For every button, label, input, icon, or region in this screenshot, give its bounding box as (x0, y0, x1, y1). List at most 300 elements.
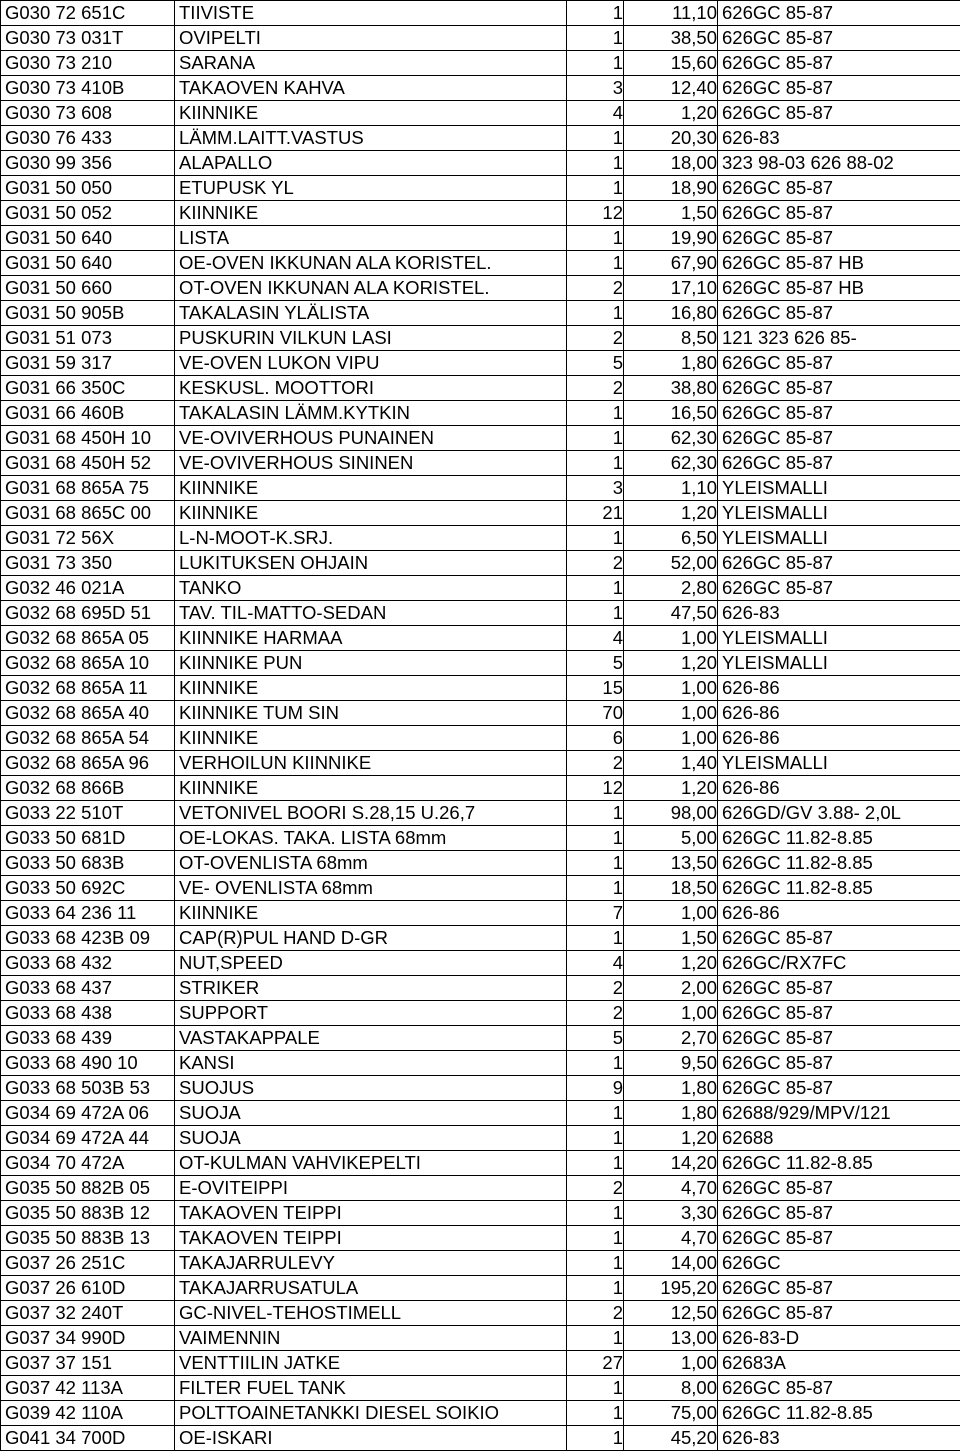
part-code-cell: G033 68 432 (1, 951, 175, 976)
quantity-cell: 70 (567, 701, 624, 726)
part-code-cell: G033 68 438 (1, 1001, 175, 1026)
table-row (1, 1351, 960, 1376)
price-cell: 62,30 (624, 451, 718, 476)
price-cell: 19,90 (624, 226, 718, 251)
quantity-cell: 1 (567, 876, 624, 901)
part-name-cell: TANKO (175, 576, 567, 601)
table-row (1, 951, 960, 976)
part-code-cell: G031 50 905B (1, 301, 175, 326)
part-name-cell: TAV. TIL-MATTO-SEDAN (175, 601, 567, 626)
price-cell: 1,00 (624, 1001, 718, 1026)
quantity-cell: 1 (567, 1401, 624, 1426)
table-row (1, 1001, 960, 1026)
price-cell: 195,20 (624, 1276, 718, 1301)
model-cell: 626GC 85-87 (718, 1026, 960, 1051)
quantity-cell: 12 (567, 201, 624, 226)
quantity-cell: 1 (567, 1251, 624, 1276)
model-cell: 626-83-D (718, 1326, 960, 1351)
quantity-cell: 1 (567, 801, 624, 826)
quantity-cell: 1 (567, 1201, 624, 1226)
price-cell: 1,20 (624, 651, 718, 676)
part-code-cell: G030 72 651C (1, 1, 175, 26)
quantity-cell: 1 (567, 251, 624, 276)
part-code-cell: G033 68 437 (1, 976, 175, 1001)
model-cell: 626GC 85-87 (718, 426, 960, 451)
part-code-cell: G037 37 151 (1, 1351, 175, 1376)
quantity-cell: 1 (567, 226, 624, 251)
part-name-cell: TAKAJARRUSATULA (175, 1276, 567, 1301)
table-row (1, 701, 960, 726)
price-cell: 14,20 (624, 1151, 718, 1176)
price-cell: 5,00 (624, 826, 718, 851)
price-cell: 9,50 (624, 1051, 718, 1076)
part-name-cell: TAKAJARRULEVY (175, 1251, 567, 1276)
table-row (1, 851, 960, 876)
model-cell: 62688/929/MPV/121 (718, 1101, 960, 1126)
price-cell: 15,60 (624, 51, 718, 76)
part-code-cell: G030 73 210 (1, 51, 175, 76)
quantity-cell: 1 (567, 1426, 624, 1451)
table-row (1, 1026, 960, 1051)
part-code-cell: G037 26 610D (1, 1276, 175, 1301)
model-cell: 626-86 (718, 776, 960, 801)
part-name-cell: KESKUSL. MOOTTORI (175, 376, 567, 401)
table-row (1, 76, 960, 101)
model-cell: 626-86 (718, 701, 960, 726)
part-name-cell: KIINNIKE (175, 726, 567, 751)
part-code-cell: G034 69 472A 44 (1, 1126, 175, 1151)
price-cell: 2,00 (624, 976, 718, 1001)
part-code-cell: G031 66 350C (1, 376, 175, 401)
model-cell: 626GD/GV 3.88- 2,0L (718, 801, 960, 826)
price-cell: 1,50 (624, 926, 718, 951)
price-cell: 1,20 (624, 501, 718, 526)
model-cell: 323 98-03 626 88-02 (718, 151, 960, 176)
part-code-cell: G039 42 110A (1, 1401, 175, 1426)
price-cell: 2,70 (624, 1026, 718, 1051)
quantity-cell: 3 (567, 76, 624, 101)
part-code-cell: G031 68 450H 10 (1, 426, 175, 451)
quantity-cell: 1 (567, 401, 624, 426)
price-cell: 75,00 (624, 1401, 718, 1426)
table-row (1, 126, 960, 151)
quantity-cell: 2 (567, 1301, 624, 1326)
table-row (1, 976, 960, 1001)
model-cell: 626GC 85-87 (718, 1226, 960, 1251)
part-name-cell: STRIKER (175, 976, 567, 1001)
model-cell: 626-83 (718, 601, 960, 626)
part-name-cell: LUKITUKSEN OHJAIN (175, 551, 567, 576)
model-cell: 626GC 11.82-8.85 (718, 876, 960, 901)
price-cell: 1,00 (624, 626, 718, 651)
quantity-cell: 1 (567, 51, 624, 76)
quantity-cell: 4 (567, 101, 624, 126)
part-name-cell: SUOJA (175, 1101, 567, 1126)
quantity-cell: 21 (567, 501, 624, 526)
part-code-cell: G032 68 865A 54 (1, 726, 175, 751)
price-cell: 1,00 (624, 676, 718, 701)
table-row (1, 1251, 960, 1276)
part-code-cell: G032 68 866B (1, 776, 175, 801)
table-row (1, 1, 960, 26)
part-name-cell: KIINNIKE (175, 776, 567, 801)
quantity-cell: 27 (567, 1351, 624, 1376)
part-code-cell: G031 68 865C 00 (1, 501, 175, 526)
model-cell: 626GC 85-87 (718, 26, 960, 51)
table-row (1, 926, 960, 951)
part-code-cell: G030 73 410B (1, 76, 175, 101)
part-code-cell: G032 68 865A 11 (1, 676, 175, 701)
model-cell: YLEISMALLI (718, 501, 960, 526)
table-row (1, 751, 960, 776)
model-cell: YLEISMALLI (718, 476, 960, 501)
model-cell: YLEISMALLI (718, 526, 960, 551)
quantity-cell: 2 (567, 1001, 624, 1026)
quantity-cell: 1 (567, 1051, 624, 1076)
part-name-cell: KIINNIKE PUN (175, 651, 567, 676)
quantity-cell: 4 (567, 951, 624, 976)
quantity-cell: 1 (567, 1101, 624, 1126)
price-cell: 1,80 (624, 351, 718, 376)
part-code-cell: G032 68 865A 05 (1, 626, 175, 651)
part-code-cell: G034 69 472A 06 (1, 1101, 175, 1126)
model-cell: 626GC 85-87 (718, 1376, 960, 1401)
price-cell: 1,20 (624, 776, 718, 801)
part-code-cell: G031 59 317 (1, 351, 175, 376)
table-row (1, 826, 960, 851)
part-name-cell: VE- OVENLISTA 68mm (175, 876, 567, 901)
part-code-cell: G033 64 236 11 (1, 901, 175, 926)
model-cell: 626GC 85-87 (718, 201, 960, 226)
part-code-cell: G032 46 021A (1, 576, 175, 601)
part-code-cell: G034 70 472A (1, 1151, 175, 1176)
part-name-cell: OE-ISKARI (175, 1426, 567, 1451)
table-row (1, 1101, 960, 1126)
model-cell: 626GC 85-87 (718, 1076, 960, 1101)
part-code-cell: G037 32 240T (1, 1301, 175, 1326)
part-name-cell: OE-OVEN IKKUNAN ALA KORISTEL. (175, 251, 567, 276)
table-row (1, 176, 960, 201)
model-cell: 626GC 85-87 (718, 1201, 960, 1226)
table-row (1, 451, 960, 476)
price-cell: 98,00 (624, 801, 718, 826)
price-cell: 8,50 (624, 326, 718, 351)
quantity-cell: 2 (567, 551, 624, 576)
model-cell: 626-86 (718, 901, 960, 926)
table-row (1, 201, 960, 226)
part-code-cell: G035 50 882B 05 (1, 1176, 175, 1201)
model-cell: 626GC 85-87 (718, 76, 960, 101)
part-code-cell: G030 76 433 (1, 126, 175, 151)
model-cell: 626GC 11.82-8.85 (718, 1151, 960, 1176)
quantity-cell: 2 (567, 376, 624, 401)
price-cell: 1,40 (624, 751, 718, 776)
part-name-cell: KIINNIKE (175, 901, 567, 926)
part-name-cell: OE-LOKAS. TAKA. LISTA 68mm (175, 826, 567, 851)
table-row (1, 326, 960, 351)
price-cell: 38,50 (624, 26, 718, 51)
quantity-cell: 4 (567, 626, 624, 651)
table-row (1, 801, 960, 826)
quantity-cell: 1 (567, 576, 624, 601)
part-name-cell: L-N-MOOT-K.SRJ. (175, 526, 567, 551)
part-name-cell: LISTA (175, 226, 567, 251)
part-name-cell: GC-NIVEL-TEHOSTIMELL (175, 1301, 567, 1326)
model-cell: 626GC 85-87 (718, 51, 960, 76)
quantity-cell: 6 (567, 726, 624, 751)
part-code-cell: G031 51 073 (1, 326, 175, 351)
table-row (1, 151, 960, 176)
table-row (1, 276, 960, 301)
model-cell: 626GC 11.82-8.85 (718, 1401, 960, 1426)
quantity-cell: 1 (567, 1151, 624, 1176)
quantity-cell: 7 (567, 901, 624, 926)
part-name-cell: KANSI (175, 1051, 567, 1076)
price-cell: 17,10 (624, 276, 718, 301)
part-name-cell: KIINNIKE (175, 476, 567, 501)
part-name-cell: ETUPUSK YL (175, 176, 567, 201)
table-row (1, 376, 960, 401)
table-row (1, 526, 960, 551)
price-cell: 1,20 (624, 1126, 718, 1151)
table-row (1, 901, 960, 926)
price-cell: 18,50 (624, 876, 718, 901)
price-cell: 62,30 (624, 426, 718, 451)
table-row (1, 501, 960, 526)
price-cell: 18,90 (624, 176, 718, 201)
quantity-cell: 1 (567, 26, 624, 51)
model-cell: 626GC 85-87 HB (718, 276, 960, 301)
part-name-cell: KIINNIKE (175, 101, 567, 126)
quantity-cell: 12 (567, 776, 624, 801)
quantity-cell: 1 (567, 426, 624, 451)
quantity-cell: 1 (567, 1226, 624, 1251)
price-cell: 18,00 (624, 151, 718, 176)
part-code-cell: G033 68 439 (1, 1026, 175, 1051)
part-code-cell: G037 34 990D (1, 1326, 175, 1351)
part-name-cell: VASTAKAPPALE (175, 1026, 567, 1051)
part-code-cell: G031 50 640 (1, 251, 175, 276)
table-row (1, 676, 960, 701)
model-cell: 626GC 85-87 (718, 551, 960, 576)
quantity-cell: 1 (567, 126, 624, 151)
price-cell: 4,70 (624, 1176, 718, 1201)
part-code-cell: G033 68 490 10 (1, 1051, 175, 1076)
quantity-cell: 3 (567, 476, 624, 501)
part-name-cell: SUPPORT (175, 1001, 567, 1026)
quantity-cell: 1 (567, 1126, 624, 1151)
model-cell: 626GC 85-87 (718, 1, 960, 26)
price-cell: 2,80 (624, 576, 718, 601)
table-row (1, 1126, 960, 1151)
price-cell: 16,80 (624, 301, 718, 326)
part-name-cell: KIINNIKE (175, 201, 567, 226)
quantity-cell: 1 (567, 601, 624, 626)
quantity-cell: 1 (567, 301, 624, 326)
part-code-cell: G031 68 865A 75 (1, 476, 175, 501)
table-row (1, 26, 960, 51)
price-cell: 38,80 (624, 376, 718, 401)
model-cell: 626GC 85-87 (718, 401, 960, 426)
table-row (1, 401, 960, 426)
table-row (1, 301, 960, 326)
model-cell: 626-86 (718, 676, 960, 701)
part-name-cell: OT-OVEN IKKUNAN ALA KORISTEL. (175, 276, 567, 301)
model-cell: 626GC 85-87 (718, 576, 960, 601)
model-cell: 626-83 (718, 126, 960, 151)
part-code-cell: G032 68 865A 96 (1, 751, 175, 776)
quantity-cell: 1 (567, 451, 624, 476)
quantity-cell: 1 (567, 151, 624, 176)
part-name-cell: NUT,SPEED (175, 951, 567, 976)
model-cell: 626GC 85-87 (718, 976, 960, 1001)
part-code-cell: G032 68 865A 40 (1, 701, 175, 726)
model-cell: 626GC/RX7FC (718, 951, 960, 976)
quantity-cell: 5 (567, 651, 624, 676)
part-name-cell: VENTTIILIN JATKE (175, 1351, 567, 1376)
part-code-cell: G033 22 510T (1, 801, 175, 826)
part-name-cell: SUOJA (175, 1126, 567, 1151)
price-cell: 1,00 (624, 726, 718, 751)
part-name-cell: VE-OVIVERHOUS SININEN (175, 451, 567, 476)
price-cell: 14,00 (624, 1251, 718, 1276)
price-cell: 16,50 (624, 401, 718, 426)
part-code-cell: G037 42 113A (1, 1376, 175, 1401)
table-row (1, 226, 960, 251)
part-code-cell: G030 99 356 (1, 151, 175, 176)
price-cell: 1,20 (624, 101, 718, 126)
quantity-cell: 1 (567, 851, 624, 876)
table-row (1, 1301, 960, 1326)
table-row (1, 1426, 960, 1451)
part-name-cell: KIINNIKE TUM SIN (175, 701, 567, 726)
table-row (1, 776, 960, 801)
part-code-cell: G032 68 865A 10 (1, 651, 175, 676)
quantity-cell: 2 (567, 751, 624, 776)
part-code-cell: G030 73 608 (1, 101, 175, 126)
quantity-cell: 1 (567, 1, 624, 26)
quantity-cell: 15 (567, 676, 624, 701)
part-name-cell: VAIMENNIN (175, 1326, 567, 1351)
table-row (1, 576, 960, 601)
part-code-cell: G030 73 031T (1, 26, 175, 51)
part-name-cell: SARANA (175, 51, 567, 76)
part-name-cell: CAP(R)PUL HAND D-GR (175, 926, 567, 951)
part-name-cell: TAKAOVEN KAHVA (175, 76, 567, 101)
price-cell: 1,10 (624, 476, 718, 501)
part-code-cell: G037 26 251C (1, 1251, 175, 1276)
model-cell: 626GC 85-87 (718, 176, 960, 201)
quantity-cell: 2 (567, 976, 624, 1001)
price-cell: 1,20 (624, 951, 718, 976)
price-cell: 12,40 (624, 76, 718, 101)
model-cell: 626GC 85-87 (718, 301, 960, 326)
part-name-cell: TAKAOVEN TEIPPI (175, 1201, 567, 1226)
part-name-cell: VERHOILUN KIINNIKE (175, 751, 567, 776)
part-code-cell: G033 50 683B (1, 851, 175, 876)
model-cell: YLEISMALLI (718, 651, 960, 676)
part-name-cell: FILTER FUEL TANK (175, 1376, 567, 1401)
price-cell: 52,00 (624, 551, 718, 576)
part-code-cell: G031 72 56X (1, 526, 175, 551)
table-row (1, 551, 960, 576)
quantity-cell: 1 (567, 826, 624, 851)
price-cell: 1,00 (624, 701, 718, 726)
part-name-cell: TAKALASIN YLÄLISTA (175, 301, 567, 326)
price-cell: 13,50 (624, 851, 718, 876)
model-cell: 626GC 85-87 (718, 351, 960, 376)
part-code-cell: G032 68 695D 51 (1, 601, 175, 626)
model-cell: 626GC 11.82-8.85 (718, 851, 960, 876)
table-row (1, 1276, 960, 1301)
model-cell: 626GC 85-87 (718, 1276, 960, 1301)
table-row (1, 101, 960, 126)
part-code-cell: G033 50 692C (1, 876, 175, 901)
model-cell: 121 323 626 85- (718, 326, 960, 351)
table-row (1, 1176, 960, 1201)
price-cell: 13,00 (624, 1326, 718, 1351)
table-row (1, 426, 960, 451)
model-cell: YLEISMALLI (718, 751, 960, 776)
table-row (1, 251, 960, 276)
quantity-cell: 5 (567, 351, 624, 376)
model-cell: 626GC 85-87 (718, 101, 960, 126)
part-name-cell: VE-OVEN LUKON VIPU (175, 351, 567, 376)
model-cell: 626GC 85-87 HB (718, 251, 960, 276)
part-code-cell: G031 73 350 (1, 551, 175, 576)
price-cell: 1,00 (624, 901, 718, 926)
part-code-cell: G031 66 460B (1, 401, 175, 426)
part-name-cell: KIINNIKE (175, 676, 567, 701)
price-cell: 12,50 (624, 1301, 718, 1326)
table-row (1, 1151, 960, 1176)
part-code-cell: G033 68 423B 09 (1, 926, 175, 951)
part-name-cell: OT-KULMAN VAHVIKEPELTI (175, 1151, 567, 1176)
model-cell: 626GC 85-87 (718, 1001, 960, 1026)
part-code-cell: G041 34 700D (1, 1426, 175, 1451)
price-cell: 8,00 (624, 1376, 718, 1401)
model-cell: YLEISMALLI (718, 626, 960, 651)
price-cell: 1,00 (624, 1351, 718, 1376)
part-name-cell: LÄMM.LAITT.VASTUS (175, 126, 567, 151)
part-code-cell: G031 50 050 (1, 176, 175, 201)
model-cell: 626GC 85-87 (718, 926, 960, 951)
part-name-cell: KIINNIKE HARMAA (175, 626, 567, 651)
price-cell: 6,50 (624, 526, 718, 551)
quantity-cell: 2 (567, 326, 624, 351)
table-row (1, 351, 960, 376)
part-code-cell: G031 50 052 (1, 201, 175, 226)
table-row (1, 1226, 960, 1251)
quantity-cell: 5 (567, 1026, 624, 1051)
price-cell: 47,50 (624, 601, 718, 626)
table-row (1, 1051, 960, 1076)
table-row (1, 601, 960, 626)
part-name-cell: PUSKURIN VILKUN LASI (175, 326, 567, 351)
price-cell: 1,50 (624, 201, 718, 226)
model-cell: 62688 (718, 1126, 960, 1151)
model-cell: 626GC (718, 1251, 960, 1276)
quantity-cell: 2 (567, 276, 624, 301)
quantity-cell: 1 (567, 176, 624, 201)
model-cell: 626-83 (718, 1426, 960, 1451)
part-name-cell: TAKALASIN LÄMM.KYTKIN (175, 401, 567, 426)
table-row (1, 1376, 960, 1401)
model-cell: 626GC 85-87 (718, 1176, 960, 1201)
model-cell: 626GC 85-87 (718, 1051, 960, 1076)
model-cell: 626GC 85-87 (718, 1301, 960, 1326)
table-row (1, 1401, 960, 1426)
